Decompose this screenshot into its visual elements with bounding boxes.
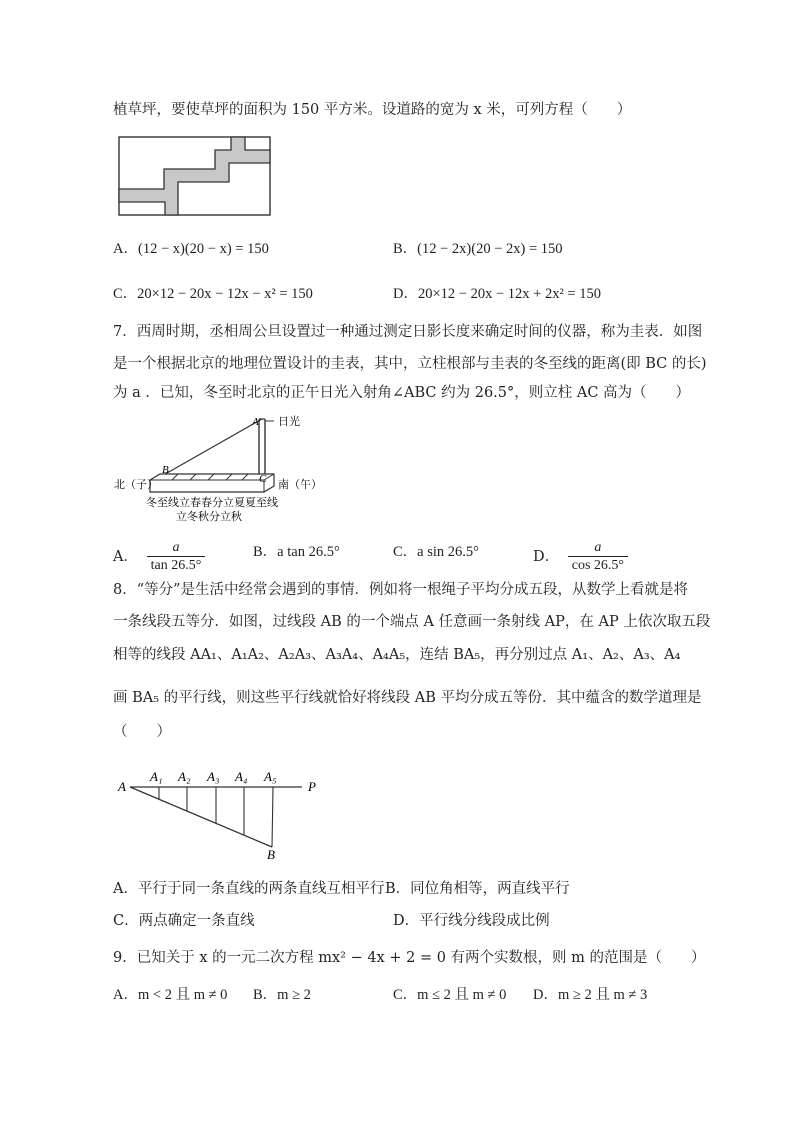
q7-label-b: B	[162, 464, 169, 476]
q8-line-2: 一条线段五等分．如图，过线段 AB 的一个端点 A 任意画一条射线 AP，在 AP 上依次取五段	[113, 614, 711, 630]
q8-label-a: A	[118, 779, 126, 794]
q6-figure	[118, 136, 272, 218]
q8-label-p: P	[308, 779, 316, 794]
q8-label-a2: A₂	[178, 769, 191, 784]
q7-figure	[112, 410, 330, 526]
q8-line-5: （ ）	[113, 724, 171, 740]
q7-option-a[interactable]: A． $\frac{a}{\tan 26.5^\circ}$	[113, 540, 205, 574]
q8-line-3: 相等的线段 AA₁、A₁A₂、A₂A₃、A₃A₄、A₄A₅，连结 BA₅，再分别过点 A₁、A₂、A₃、A₄	[113, 647, 681, 663]
q7-line-2: 是一个根据北京的地理位置设计的圭表，其中，立柱根部与圭表的冬至线的距离(即 BC 的长)	[113, 356, 707, 372]
q8-label-a3: A₃	[207, 769, 220, 784]
q6-option-c[interactable]: C．20×12 − 20x − 12x − x² = 150	[113, 286, 313, 302]
q9-option-a[interactable]: A．m < 2 且 m ≠ 0	[113, 987, 228, 1003]
q9-option-c[interactable]: C．m ≤ 2 且 m ≠ 0	[393, 987, 507, 1003]
q7-option-c[interactable]: C．a sin 26.5°	[393, 544, 479, 560]
q7-label-sunlight: 日光	[278, 416, 300, 428]
q6-stem: 植草坪，要使草坪的面积为 150 平方米。设道路的宽为 x 米，可列方程（ ）	[113, 102, 632, 118]
q9-option-b[interactable]: B．m ≥ 2	[253, 987, 311, 1003]
q7-option-b[interactable]: B．a tan 26.5°	[253, 544, 340, 560]
q8-label-b: B	[267, 847, 275, 862]
q7-label-north: 北（子）	[114, 479, 158, 491]
q6-option-b[interactable]: B．(12 − 2x)(20 − 2x) = 150	[393, 241, 563, 257]
q6-option-d[interactable]: D．20×12 − 20x − 12x + 2x² = 150	[393, 286, 601, 302]
q8-line-4: 画 BA₅ 的平行线，则这些平行线就恰好将线段 AB 平均分成五等份．其中蕴含的数学道理是	[113, 690, 702, 706]
q9-option-d[interactable]: D．m ≥ 2 且 m ≠ 3	[533, 987, 648, 1003]
q8-label-a4: A₄	[235, 769, 248, 784]
q7-label-c: C	[259, 473, 267, 485]
q7-label-row1: 冬至线立春春分立夏夏至线	[146, 497, 278, 509]
q9-stem: 9．已知关于 x 的一元二次方程 mx² − 4x + 2 = 0 有两个实数根，则 m 的范围是（ ）	[113, 950, 706, 966]
q6-option-a[interactable]: A．(12 − x)(20 − x) = 150	[113, 241, 269, 257]
q8-figure	[112, 764, 340, 862]
q8-option-a[interactable]: A．平行于同一条直线的两条直线互相平行	[113, 881, 385, 897]
q7-label-a: A	[252, 416, 259, 428]
q8-option-d[interactable]: D．平行线分线段成比例	[393, 913, 550, 929]
q7-line-3: 为 a ．已知，冬至时北京的正午日光入射角∠ABC 约为 26.5°，则立柱 AC 高为（ ）	[113, 385, 691, 401]
q8-label-a5: A₅	[264, 769, 277, 784]
q7-line-1: 7．西周时期，丞相周公旦设置过一种通过测定日影长度来确定时间的仪器，称为圭表．如图	[113, 324, 703, 340]
q8-option-c[interactable]: C．两点确定一条直线	[113, 913, 255, 929]
q8-option-b[interactable]: B．同位角相等，两直线平行	[385, 881, 570, 897]
q8-label-a1: A₁	[150, 769, 163, 784]
q7-label-row2: 立冬秋分立秋	[176, 511, 242, 523]
q7-option-d[interactable]: D． $\frac{a}{\cos 26.5^\circ}$	[533, 540, 628, 574]
q7-label-south: 南（午）	[278, 479, 322, 491]
q8-line-1: 8．“等分”是生活中经常会遇到的事情．例如将一根绳子平均分成五段，从数学上看就是将	[113, 582, 689, 598]
